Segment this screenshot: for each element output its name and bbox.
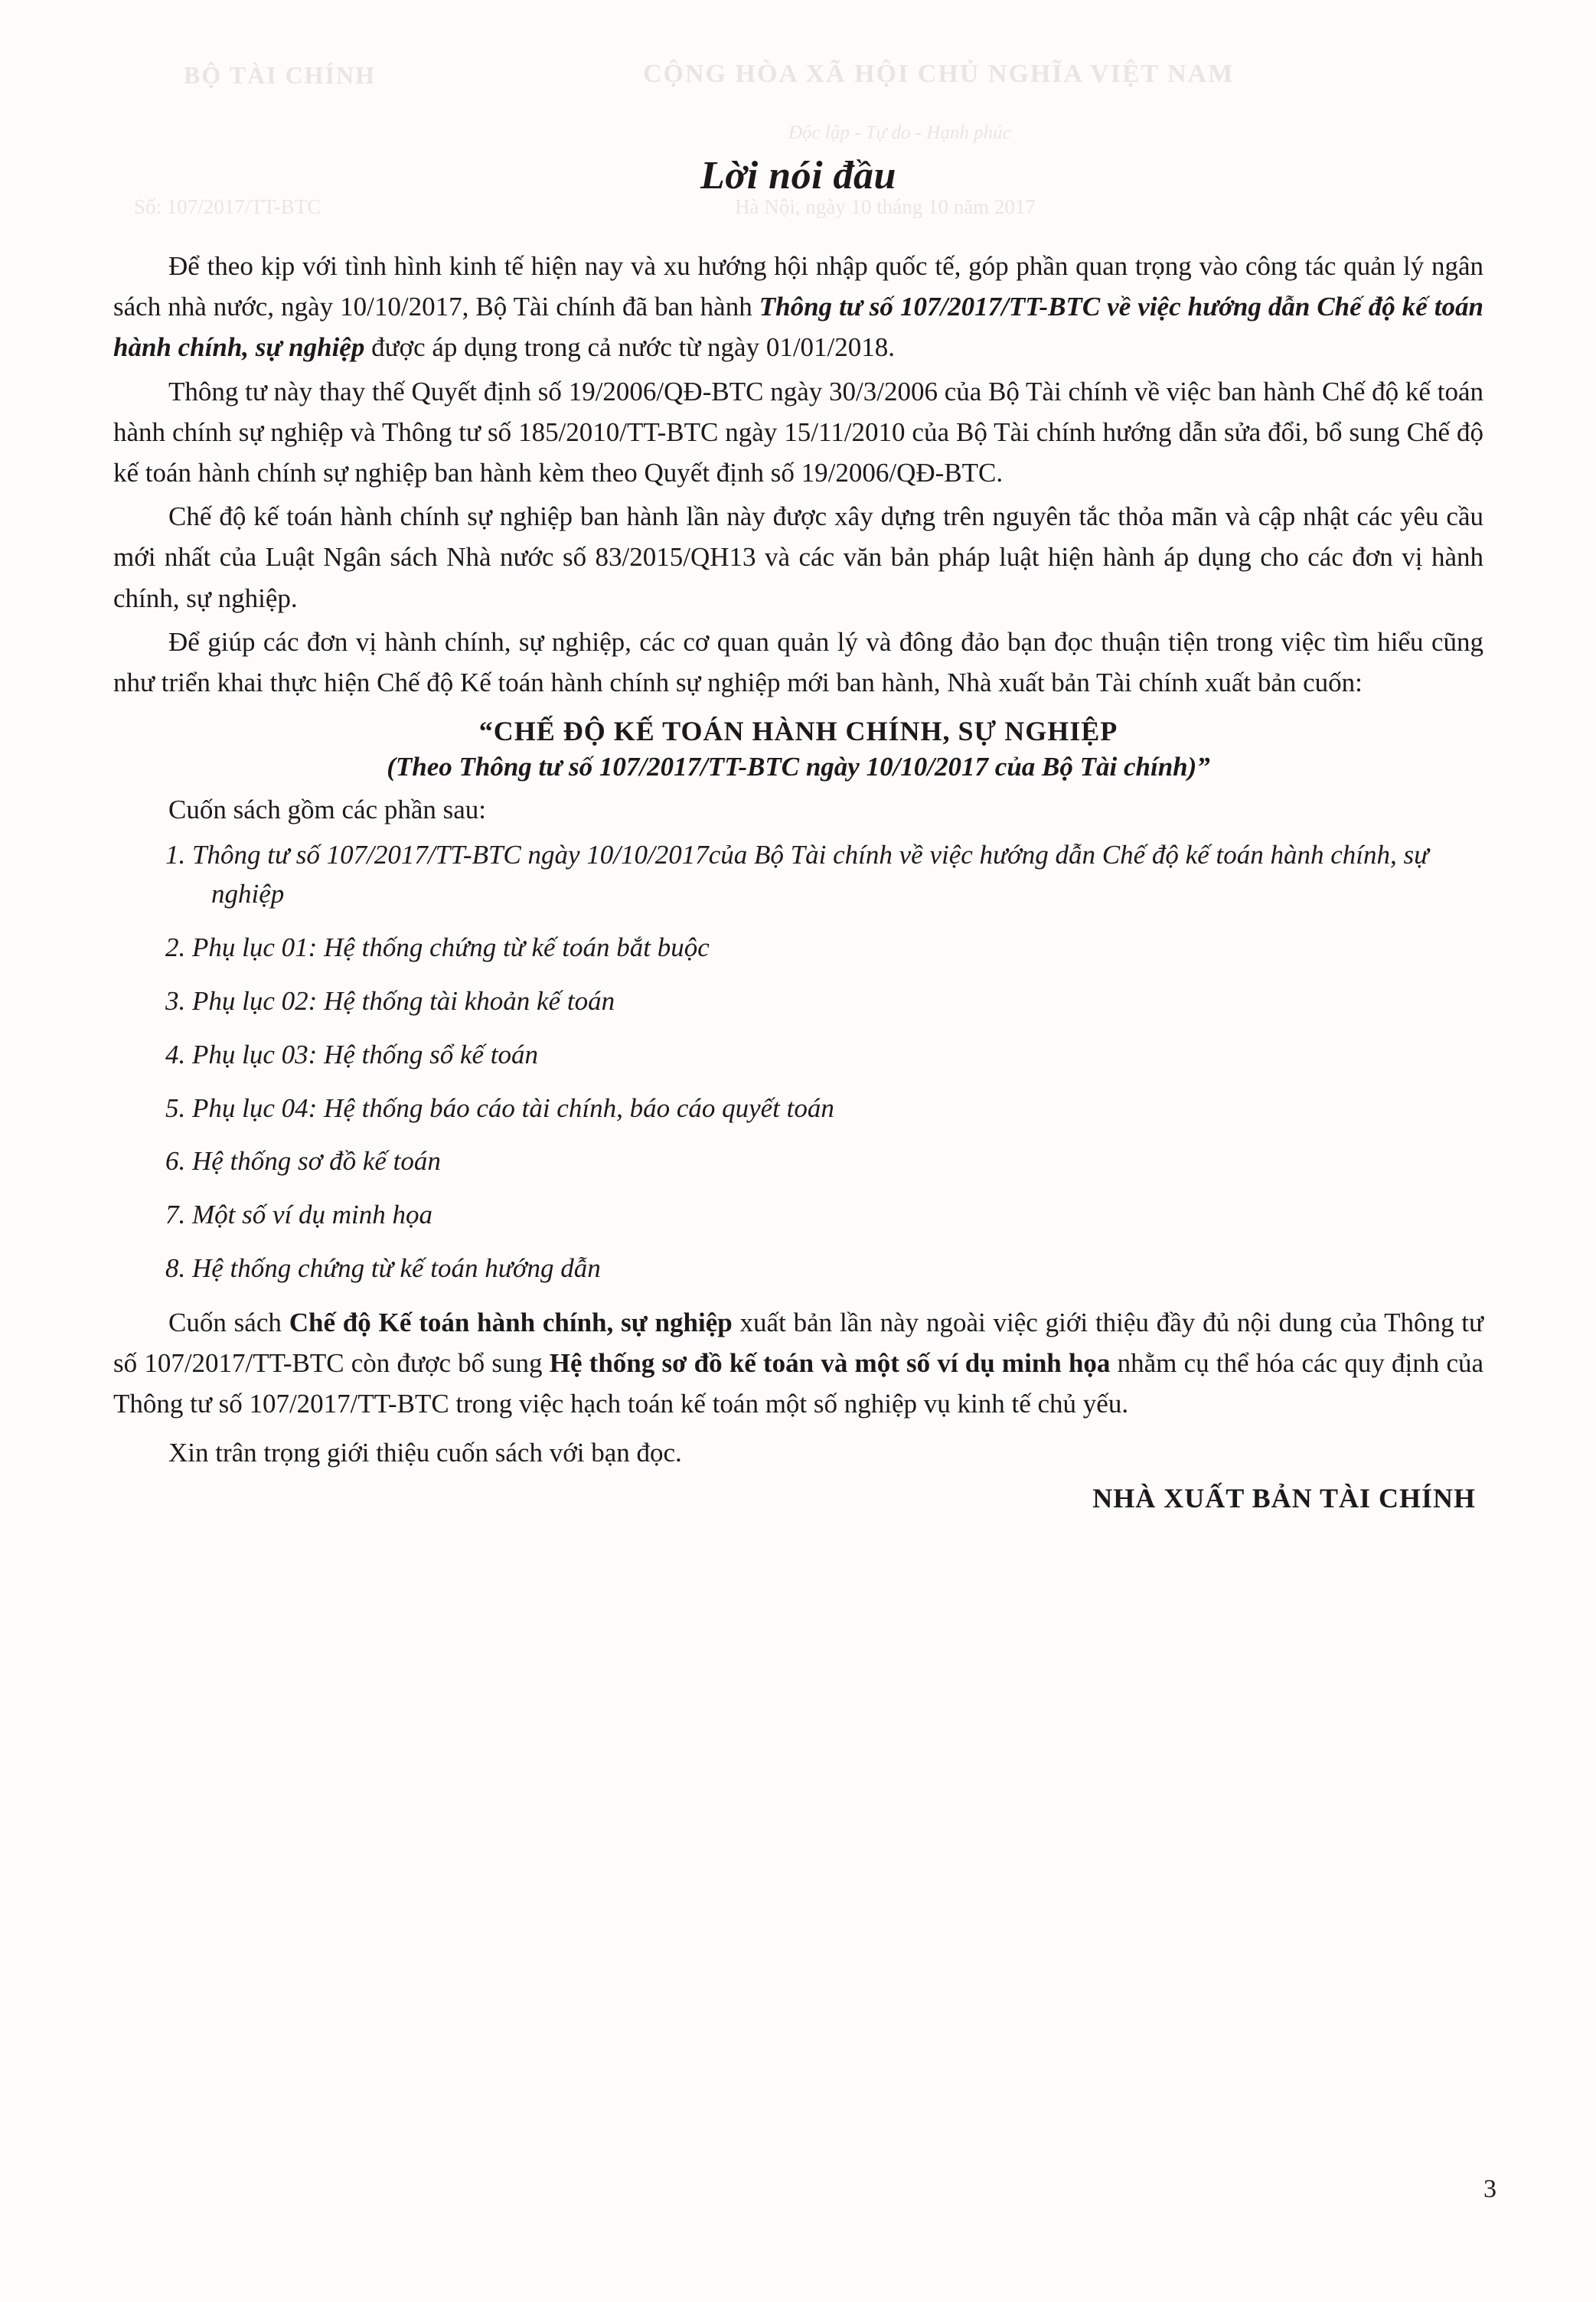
list-item-number: 2. (165, 932, 186, 963)
list-item-label: Phụ lục 02: Hệ thống tài khoản kế toán (192, 985, 615, 1016)
list-item-number: 6. (165, 1146, 186, 1177)
list-item-number: 1. (165, 839, 186, 870)
list-item (113, 981, 1483, 1021)
bleed-through-text: Số: 107/2017/TT-BTC (134, 195, 321, 218)
page-number: 3 (1483, 2175, 1496, 2203)
list-item-label: Thông tư số 107/2017/TT-BTC ngày 10/10/2017của Bộ Tài chính về việc hướng dẫn Chế độ kế toán hành chính, sự nghiệp (192, 839, 1429, 909)
list-item-label: Hệ thống sơ đồ kế toán (192, 1146, 441, 1177)
book-title: “CHẾ ĐỘ KẾ TOÁN HÀNH CHÍNH, SỰ NGHIỆP (478, 716, 1118, 747)
tail-run-3: xuất bản lần này ngoài việc giới thiệu đầy đủ nội dung của Thông tư số 107/2017/TT-BTC còn được bổ sung (113, 1307, 1483, 1378)
table-of-contents (113, 835, 1483, 1288)
paragraph-2: Thông tư này thay thế Quyết định số 19/2006/QĐ-BTC ngày 30/3/2006 của Bộ Tài chính về việc ban hành Chế độ kế toán hành chính sự nghiệp và Thông tư số 185/2010/TT-BTC ngày 15/11/2010 của Bộ Tài chính hướng dẫn sửa đổi, bổ sung Chế độ kế toán hành chính sự nghiệp ban hành kèm theo Quyết định số 19/2006/QĐ-BTC. (113, 376, 1483, 488)
list-item-number: 7. (165, 1200, 186, 1230)
paragraph-1-run-3: được áp dụng trong cả nước từ ngày 01/01/2018. (364, 332, 896, 363)
list-item-label: Phụ lục 04: Hệ thống báo cáo tài chính, báo cáo quyết toán (192, 1092, 834, 1123)
list-item (113, 1035, 1483, 1075)
page-title: Lời nói đầu (700, 154, 896, 198)
list-item-number: 4. (165, 1039, 186, 1069)
tail-run-2-emphasis: Chế độ Kế toán hành chính, sự nghiệp (289, 1307, 733, 1337)
bleed-through-text: CỘNG HÒA XÃ HỘI CHỦ NGHĨA VIỆT NAM (643, 60, 1235, 88)
list-item (113, 1249, 1483, 1288)
closing-paragraph: Xin trân trọng giới thiệu cuốn sách với bạn đọc. (168, 1438, 682, 1468)
bleed-through-text: Hà Nội, ngày 10 tháng 10 năm 2017 (735, 195, 1036, 218)
tail-run-5: nhằm cụ thể hóa các quy định của Thông tư số 107/2017/TT-BTC trong việc hạch toán kế toán một số nghiệp vụ kinh tế chủ yếu. (113, 1347, 1484, 1419)
document-content (113, 153, 1483, 1514)
list-item-number: 5. (165, 1092, 186, 1123)
bleed-through-text: Độc lập - Tự do - Hạnh phúc (788, 122, 1011, 143)
list-item-number: 8. (165, 1252, 186, 1283)
list-item-label: Một số ví dụ minh họa (192, 1200, 433, 1230)
publisher-signature: NHÀ XUẤT BẢN TÀI CHÍNH (1092, 1483, 1476, 1514)
tail-run-1: Cuốn sách (168, 1307, 289, 1337)
list-item (113, 1141, 1483, 1181)
book-subtitle: (Theo Thông tư số 107/2017/TT-BTC ngày 10/10/2017 của Bộ Tài chính)” (387, 752, 1210, 782)
list-item (113, 1195, 1483, 1235)
list-item-number: 3. (165, 985, 186, 1016)
paragraph-1-run-2-emphasis: Thông tư số 107/2017/TT-BTC về việc hướng dẫn Chế độ kế toán hành chính, sự nghiệp (113, 292, 1483, 363)
list-item (113, 835, 1483, 915)
list-item-label: Hệ thống chứng từ kế toán hướng dẫn (192, 1252, 601, 1283)
paragraph-3: Chế độ kế toán hành chính sự nghiệp ban hành lần này được xây dựng trên nguyên tắc thỏa mãn và cập nhật các yêu cầu mới nhất của Luật Ngân sách Nhà nước số 83/2015/QH13 và các văn bản pháp luật hiện hành áp dụng cho các đơn vị hành chính, sự nghiệp. (113, 501, 1483, 613)
paragraph-4: Để giúp các đơn vị hành chính, sự nghiệp, các cơ quan quản lý và đông đảo bạn đọc thuận tiện trong việc tìm hiểu cũng như triển khai thực hiện Chế độ Kế toán hành chính sự nghiệp mới ban hành, Nhà xuất bản Tài chính xuất bản cuốn: (113, 626, 1483, 697)
list-item (113, 1089, 1483, 1128)
bleed-through-text: BỘ TÀI CHÍNH (184, 61, 377, 89)
tail-paragraph (113, 1302, 1483, 1425)
list-item-label: Phụ lục 03: Hệ thống sổ kế toán (192, 1039, 538, 1069)
toc-lead-in: Cuốn sách gồm các phần sau: (168, 795, 487, 825)
list-item (113, 928, 1483, 968)
list-item-label: Phụ lục 01: Hệ thống chứng từ kế toán bắt buộc (192, 932, 710, 963)
paragraph-1 (113, 246, 1483, 368)
tail-run-4-emphasis: Hệ thống sơ đồ kế toán và một số ví dụ minh họa (549, 1347, 1111, 1378)
paragraph-1-run-1: Để theo kịp với tình hình kinh tế hiện nay và xu hướng hội nhập quốc tế, góp phần quan trọng vào công tác quản lý ngân sách nhà nước, ngày 10/10/2017, Bộ Tài chính đã ban hành (113, 251, 1483, 322)
